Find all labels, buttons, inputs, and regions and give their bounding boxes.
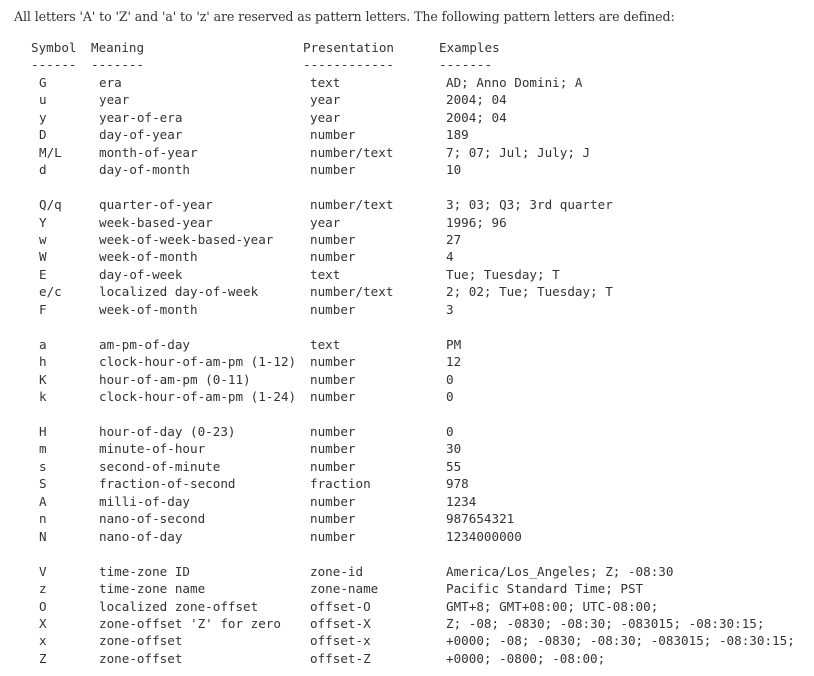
symbol-cell: W [39, 249, 47, 264]
presentation-cell: number [310, 441, 356, 456]
meaning-cell: quarter-of-year [99, 197, 213, 212]
table-row [0, 109, 814, 126]
meaning-cell: clock-hour-of-am-pm (1-24) [99, 389, 297, 404]
underline-symbol: ------ [31, 57, 77, 72]
symbol-cell: d [39, 162, 47, 177]
meaning-cell: localized day-of-week [99, 284, 259, 299]
meaning-cell: day-of-month [99, 162, 190, 177]
meaning-cell: time-zone ID [99, 564, 190, 579]
table-row [0, 580, 814, 597]
table-row [0, 371, 814, 388]
meaning-cell: nano-of-second [99, 511, 206, 526]
meaning-cell: zone-offset [99, 651, 183, 666]
table-row [0, 493, 814, 510]
presentation-cell: year [310, 110, 341, 125]
header-examples: Examples [439, 40, 500, 55]
symbol-cell: Q/q [39, 197, 62, 212]
symbol-cell: E [39, 267, 47, 282]
meaning-cell: week-of-week-based-year [99, 232, 274, 247]
examples-cell: 27 [446, 232, 462, 247]
underline-meaning: ------- [91, 57, 145, 72]
presentation-cell: number [310, 354, 356, 369]
symbol-cell: K [39, 372, 47, 387]
presentation-cell: number/text [310, 284, 394, 299]
symbol-cell: x [39, 633, 47, 648]
symbol-cell: S [39, 476, 47, 491]
presentation-cell: year [310, 215, 341, 230]
table-row [0, 283, 814, 300]
symbol-cell: u [39, 92, 47, 107]
examples-cell: 2004; 04 [446, 110, 507, 125]
table-row [0, 336, 814, 353]
symbol-cell: D [39, 127, 47, 142]
table-row [0, 458, 814, 475]
meaning-cell: day-of-week [99, 267, 183, 282]
presentation-cell: number [310, 127, 356, 142]
examples-cell: 1234000000 [446, 529, 522, 544]
symbol-cell: N [39, 529, 47, 544]
symbol-cell: H [39, 424, 47, 439]
examples-cell: 987654321 [446, 511, 515, 526]
symbol-cell: M/L [39, 145, 62, 160]
symbol-cell: G [39, 75, 47, 90]
presentation-cell: text [310, 267, 341, 282]
examples-cell: 1234 [446, 494, 477, 509]
meaning-cell: nano-of-day [99, 529, 183, 544]
meaning-cell: localized zone-offset [99, 599, 259, 614]
examples-cell: Pacific Standard Time; PST [446, 581, 644, 596]
symbol-cell: z [39, 581, 47, 596]
symbol-cell: y [39, 110, 47, 125]
header-meaning: Meaning [91, 40, 145, 55]
meaning-cell: week-of-month [99, 249, 198, 264]
presentation-cell: offset-X [310, 616, 371, 631]
examples-cell: Tue; Tuesday; T [446, 267, 560, 282]
examples-cell: 55 [446, 459, 462, 474]
examples-cell: 7; 07; Jul; July; J [446, 145, 591, 160]
presentation-cell: text [310, 75, 341, 90]
symbol-cell: m [39, 441, 47, 456]
examples-cell: America/Los_Angeles; Z; -08:30 [446, 564, 674, 579]
table-row [0, 91, 814, 108]
examples-cell: 189 [446, 127, 469, 142]
table-row [0, 563, 814, 580]
examples-cell: +0000; -08; -0830; -08:30; -083015; -08:30:15; [446, 633, 795, 648]
symbol-cell: h [39, 354, 47, 369]
meaning-cell: year-of-era [99, 110, 183, 125]
table-row [0, 74, 814, 91]
table-row [0, 615, 814, 632]
header-symbol: Symbol [31, 40, 77, 55]
examples-cell: 0 [446, 424, 454, 439]
meaning-cell: second-of-minute [99, 459, 221, 474]
presentation-cell: number [310, 511, 356, 526]
meaning-cell: zone-offset [99, 633, 183, 648]
examples-cell: PM [446, 337, 462, 352]
symbol-cell: V [39, 564, 47, 579]
presentation-cell: zone-name [310, 581, 379, 596]
table-row [0, 214, 814, 231]
underline-presentation: ------------ [303, 57, 394, 72]
table-row [0, 144, 814, 161]
table-row [0, 650, 814, 667]
meaning-cell: week-based-year [99, 215, 213, 230]
table-row [0, 266, 814, 283]
examples-cell: +0000; -0800; -08:00; [446, 651, 606, 666]
symbol-cell: Y [39, 215, 47, 230]
symbol-cell: O [39, 599, 47, 614]
meaning-cell: day-of-year [99, 127, 183, 142]
table-row [0, 301, 814, 318]
table-row [0, 161, 814, 178]
meaning-cell: year [99, 92, 130, 107]
presentation-cell: year [310, 92, 341, 107]
table-row [0, 353, 814, 370]
examples-cell: 2004; 04 [446, 92, 507, 107]
table-header-underline [0, 56, 814, 73]
symbol-cell: Z [39, 651, 47, 666]
examples-cell: 10 [446, 162, 462, 177]
presentation-cell: number [310, 494, 356, 509]
presentation-cell: offset-O [310, 599, 371, 614]
examples-cell: 3; 03; Q3; 3rd quarter [446, 197, 613, 212]
examples-cell: Z; -08; -0830; -08:30; -083015; -08:30:15; [446, 616, 765, 631]
presentation-cell: fraction [310, 476, 371, 491]
presentation-cell: number [310, 302, 356, 317]
presentation-cell: number/text [310, 145, 394, 160]
symbol-cell: A [39, 494, 47, 509]
table-row [0, 598, 814, 615]
presentation-cell: number [310, 372, 356, 387]
presentation-cell: number [310, 249, 356, 264]
meaning-cell: era [99, 75, 122, 90]
header-presentation: Presentation [303, 40, 394, 55]
table-row [0, 231, 814, 248]
examples-cell: 0 [446, 372, 454, 387]
table-row [0, 248, 814, 265]
meaning-cell: hour-of-am-pm (0-11) [99, 372, 251, 387]
meaning-cell: milli-of-day [99, 494, 190, 509]
presentation-cell: number [310, 424, 356, 439]
presentation-cell: number [310, 232, 356, 247]
presentation-cell: offset-x [310, 633, 371, 648]
presentation-cell: number/text [310, 197, 394, 212]
examples-cell: 978 [446, 476, 469, 491]
examples-cell: 1996; 96 [446, 215, 507, 230]
presentation-cell: number [310, 389, 356, 404]
examples-cell: 2; 02; Tue; Tuesday; T [446, 284, 613, 299]
symbol-cell: X [39, 616, 47, 631]
symbol-cell: s [39, 459, 47, 474]
meaning-cell: minute-of-hour [99, 441, 206, 456]
table-row [0, 388, 814, 405]
symbol-cell: F [39, 302, 47, 317]
underline-examples: ------- [439, 57, 493, 72]
presentation-cell: offset-Z [310, 651, 371, 666]
meaning-cell: hour-of-day (0-23) [99, 424, 236, 439]
table-row [0, 475, 814, 492]
symbol-cell: e/c [39, 284, 62, 299]
meaning-cell: fraction-of-second [99, 476, 236, 491]
examples-cell: 0 [446, 389, 454, 404]
meaning-cell: am-pm-of-day [99, 337, 190, 352]
meaning-cell: time-zone name [99, 581, 206, 596]
table-row [0, 528, 814, 545]
examples-cell: 30 [446, 441, 462, 456]
presentation-cell: zone-id [310, 564, 364, 579]
symbol-cell: k [39, 389, 47, 404]
examples-cell: 4 [446, 249, 454, 264]
presentation-cell: number [310, 529, 356, 544]
meaning-cell: clock-hour-of-am-pm (1-12) [99, 354, 297, 369]
table-row [0, 196, 814, 213]
symbol-cell: w [39, 232, 47, 247]
table-row [0, 423, 814, 440]
presentation-cell: number [310, 459, 356, 474]
table-row [0, 510, 814, 527]
table-row [0, 126, 814, 143]
examples-cell: 3 [446, 302, 454, 317]
meaning-cell: week-of-month [99, 302, 198, 317]
meaning-cell: zone-offset 'Z' for zero [99, 616, 281, 631]
examples-cell: 12 [446, 354, 462, 369]
intro-text: All letters 'A' to 'Z' and 'a' to 'z' are reserved as pattern letters. The following pattern letters are defined: [14, 9, 675, 24]
examples-cell: GMT+8; GMT+08:00; UTC-08:00; [446, 599, 659, 614]
meaning-cell: month-of-year [99, 145, 198, 160]
table-row [0, 632, 814, 649]
presentation-cell: number [310, 162, 356, 177]
table-header-row [0, 39, 814, 56]
table-row [0, 440, 814, 457]
symbol-cell: n [39, 511, 47, 526]
examples-cell: AD; Anno Domini; A [446, 75, 583, 90]
presentation-cell: text [310, 337, 341, 352]
symbol-cell: a [39, 337, 47, 352]
